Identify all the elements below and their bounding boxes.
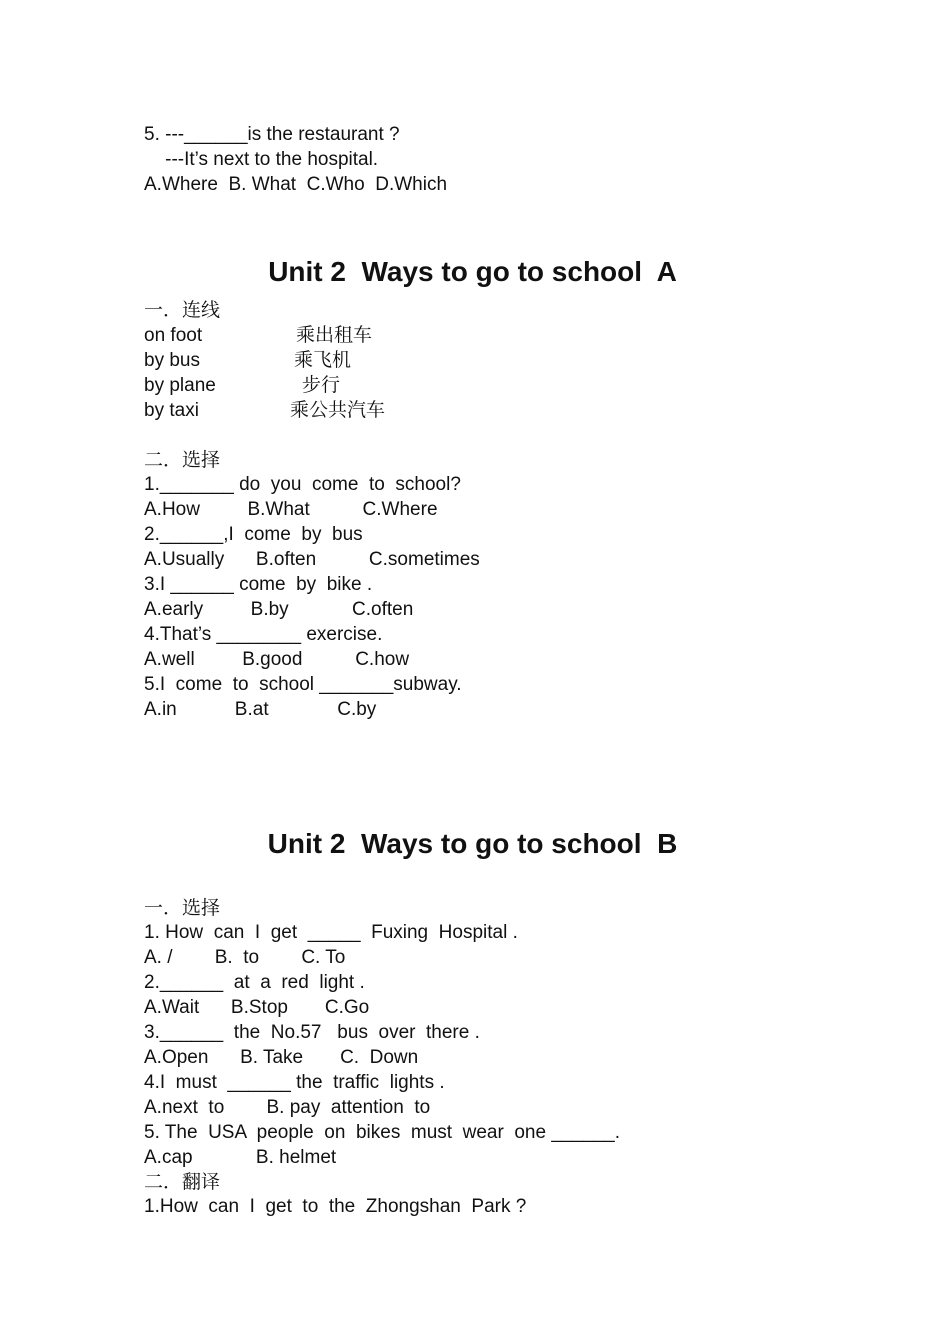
unit-a-section1-heading: 一．连线 [144,299,221,321]
unit-b-options-1: A. / B. to C. To [144,947,346,968]
unit-b-section1-heading: 一．选择 [144,897,221,919]
unit-b-question-1: 1. How can I get _____ Fuxing Hospital . [144,922,518,943]
match-left-4: by taxi [144,400,199,421]
unit-b-options-4: A.next to B. pay attention to [144,1097,431,1118]
unit-a-options-3: A.early B.by C.often [144,599,414,620]
question-5-answer: ---It’s next to the hospital. [144,149,379,170]
match-right-1: 乘出租车 [296,324,373,346]
question-5-options: A.Where B. What C.Who D.Which [144,174,448,195]
match-left-2: by bus [144,350,200,371]
unit-a-question-2: 2.______,I come by bus [144,524,363,545]
unit-b-title: Unit 2 Ways to go to school B [267,828,678,859]
unit-a-question-5: 5.I come to school _______subway. [144,674,462,695]
unit-b-question-5: 5. The USA people on bikes must wear one ______. [144,1122,621,1143]
unit-b-question-3: 3.______ the No.57 bus over there . [144,1022,480,1043]
unit-b-options-3: A.Open B. Take C. Down [144,1047,419,1068]
unit-a-section2-heading: 二．选择 [144,449,221,471]
unit-a-options-1: A.How B.What C.Where [144,499,438,520]
match-left-3: by plane [144,375,216,396]
unit-b-translate-question-1: 1.How can I get to the Zhongshan Park ? [144,1196,527,1217]
match-right-2: 乘飞机 [294,349,352,371]
unit-a-question-1: 1._______ do you come to school? [144,474,461,495]
question-5-text: 5. ---______is the restaurant ? [144,124,400,145]
unit-a-options-2: A.Usually B.often C.sometimes [144,549,480,570]
unit-b-question-4: 4.I must ______ the traffic lights . [144,1072,445,1093]
unit-b-section2-heading: 二．翻译 [144,1171,221,1193]
match-right-3: 步行 [302,374,341,396]
unit-b-options-2: A.Wait B.Stop C.Go [144,997,370,1018]
unit-a-question-3: 3.I ______ come by bike . [144,574,373,595]
unit-b-options-5: A.cap B. helmet [144,1147,337,1168]
unit-b-question-2: 2.______ at a red light . [144,972,365,993]
match-left-1: on foot [144,325,203,346]
unit-a-title: Unit 2 Ways to go to school A [268,256,677,287]
unit-a-options-5: A.in B.at C.by [144,699,377,720]
unit-a-question-4: 4.That’s ________ exercise. [144,624,383,645]
match-right-4: 乘公共汽车 [290,399,386,421]
unit-a-options-4: A.well B.good C.how [144,649,410,670]
